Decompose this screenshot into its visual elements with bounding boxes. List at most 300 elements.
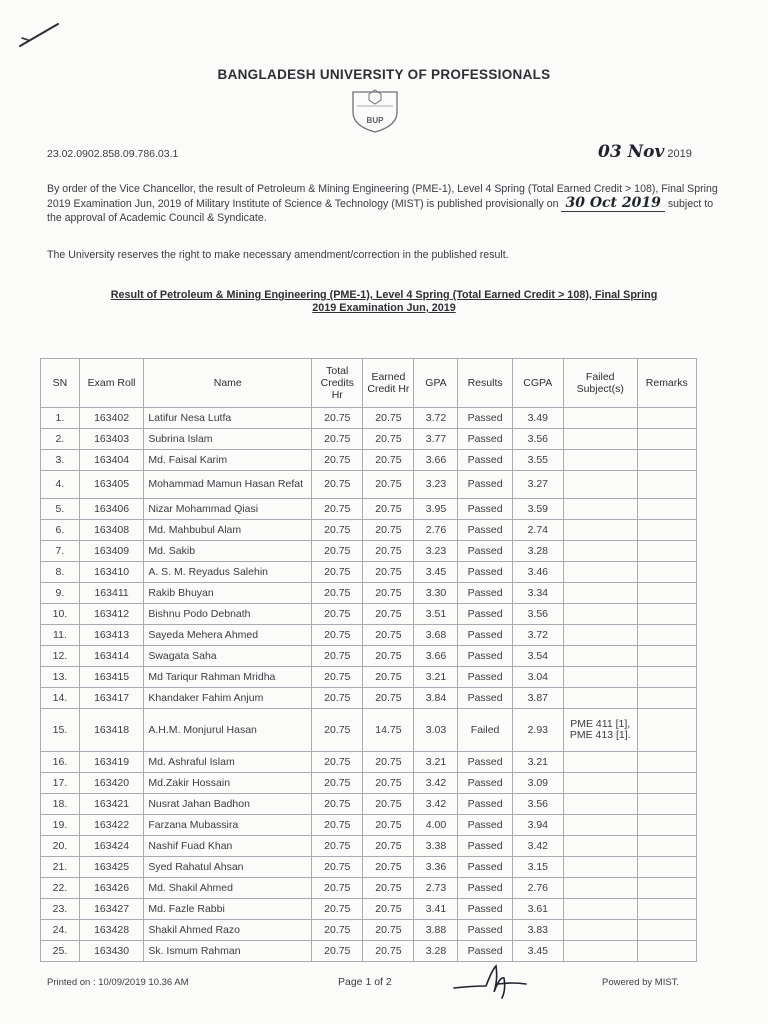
cell-earned-credit: 20.75 (363, 794, 414, 815)
cell-name: Nusrat Jahan Badhon (144, 794, 312, 815)
table-row (41, 688, 697, 709)
cell-failed-subjects (563, 857, 637, 878)
results-table-body (41, 408, 697, 962)
handwritten-publish-date: 30 Oct 2019 (561, 195, 664, 212)
header-cgpa: CGPA (512, 359, 563, 408)
cell-failed-subjects (563, 836, 637, 857)
cell-sn: 17. (41, 773, 80, 794)
cell-result: Passed (458, 562, 512, 583)
cell-result: Passed (458, 878, 512, 899)
cell-cgpa: 3.61 (512, 899, 563, 920)
cell-failed-subjects (563, 499, 637, 520)
cell-gpa: 3.03 (414, 709, 458, 752)
table-row (41, 752, 697, 773)
results-table (40, 358, 697, 962)
cell-result: Passed (458, 836, 512, 857)
cell-name: Md. Fazle Rabbi (144, 899, 312, 920)
cell-exam-roll: 163403 (79, 429, 143, 450)
table-row (41, 941, 697, 962)
cell-exam-roll: 163425 (79, 857, 143, 878)
cell-result: Passed (458, 471, 512, 499)
table-row (41, 471, 697, 499)
cell-cgpa: 3.42 (512, 836, 563, 857)
university-logo (345, 86, 405, 134)
cell-remarks (637, 709, 696, 752)
cell-exam-roll: 163419 (79, 752, 143, 773)
cell-cgpa: 3.56 (512, 429, 563, 450)
cell-exam-roll: 163411 (79, 583, 143, 604)
cell-total-credits: 20.75 (312, 941, 363, 962)
cell-failed-subjects (563, 646, 637, 667)
cell-cgpa: 3.45 (512, 941, 563, 962)
cell-cgpa: 3.72 (512, 625, 563, 646)
cell-name: Md. Shakil Ahmed (144, 878, 312, 899)
cell-earned-credit: 20.75 (363, 429, 414, 450)
cell-sn: 21. (41, 857, 80, 878)
cell-remarks (637, 752, 696, 773)
cell-failed-subjects (563, 471, 637, 499)
cell-sn: 23. (41, 899, 80, 920)
cell-remarks (637, 836, 696, 857)
cell-name: Nizar Mohammad Qiasi (144, 499, 312, 520)
cell-failed-subjects (563, 688, 637, 709)
result-heading-line2: 2019 Examination Jun, 2019 (312, 302, 456, 314)
cell-total-credits: 20.75 (312, 815, 363, 836)
cell-earned-credit: 20.75 (363, 520, 414, 541)
cell-name: Latifur Nesa Lutfa (144, 408, 312, 429)
reference-number: 23.02.0902.858.09.786.03.1 (47, 148, 179, 160)
cell-cgpa: 3.15 (512, 857, 563, 878)
header-sn: SN (41, 359, 80, 408)
table-row (41, 541, 697, 562)
cell-remarks (637, 429, 696, 450)
cell-total-credits: 20.75 (312, 583, 363, 604)
table-row (41, 920, 697, 941)
cell-failed-subjects (563, 920, 637, 941)
cell-name: Md.Zakir Hossain (144, 773, 312, 794)
cell-earned-credit: 20.75 (363, 541, 414, 562)
cell-remarks (637, 499, 696, 520)
cell-cgpa: 2.76 (512, 878, 563, 899)
cell-result: Passed (458, 429, 512, 450)
table-row (41, 625, 697, 646)
cell-remarks (637, 583, 696, 604)
cell-failed-subjects (563, 604, 637, 625)
cell-name: Khandaker Fahim Anjum (144, 688, 312, 709)
cell-gpa: 3.72 (414, 408, 458, 429)
cell-exam-roll: 163410 (79, 562, 143, 583)
cell-earned-credit: 20.75 (363, 471, 414, 499)
cell-exam-roll: 163418 (79, 709, 143, 752)
cell-failed-subjects (563, 941, 637, 962)
cell-name: A.H.M. Monjurul Hasan (144, 709, 312, 752)
cell-name: Nashif Fuad Khan (144, 836, 312, 857)
cell-remarks (637, 625, 696, 646)
cell-result: Passed (458, 899, 512, 920)
header-name: Name (144, 359, 312, 408)
cell-failed-subjects (563, 815, 637, 836)
cell-cgpa: 3.04 (512, 667, 563, 688)
cell-failed-subjects (563, 625, 637, 646)
cell-earned-credit: 20.75 (363, 836, 414, 857)
table-row (41, 604, 697, 625)
cell-total-credits: 20.75 (312, 773, 363, 794)
cell-gpa: 3.95 (414, 499, 458, 520)
cell-total-credits: 20.75 (312, 499, 363, 520)
cell-gpa: 3.68 (414, 625, 458, 646)
cell-sn: 2. (41, 429, 80, 450)
cell-exam-roll: 163409 (79, 541, 143, 562)
cell-remarks (637, 562, 696, 583)
table-row (41, 408, 697, 429)
cell-name: Md. Faisal Karim (144, 450, 312, 471)
cell-total-credits: 20.75 (312, 625, 363, 646)
cell-sn: 18. (41, 794, 80, 815)
cell-total-credits: 20.75 (312, 562, 363, 583)
cell-sn: 25. (41, 941, 80, 962)
cell-result: Passed (458, 667, 512, 688)
publication-notice (47, 182, 727, 225)
cell-earned-credit: 20.75 (363, 562, 414, 583)
cell-sn: 11. (41, 625, 80, 646)
cell-sn: 8. (41, 562, 80, 583)
cell-cgpa: 3.28 (512, 541, 563, 562)
cell-earned-credit: 20.75 (363, 878, 414, 899)
cell-cgpa: 2.74 (512, 520, 563, 541)
cell-total-credits: 20.75 (312, 688, 363, 709)
cell-failed-subjects (563, 562, 637, 583)
cell-result: Passed (458, 941, 512, 962)
cell-sn: 20. (41, 836, 80, 857)
table-row (41, 815, 697, 836)
issue-date (598, 142, 692, 162)
cell-exam-roll: 163427 (79, 899, 143, 920)
cell-sn: 9. (41, 583, 80, 604)
cell-total-credits: 20.75 (312, 752, 363, 773)
cell-sn: 12. (41, 646, 80, 667)
powered-by: Powered by MIST. (602, 977, 680, 988)
cell-cgpa: 3.59 (512, 499, 563, 520)
cell-remarks (637, 773, 696, 794)
cell-remarks (637, 794, 696, 815)
cell-failed-subjects (563, 878, 637, 899)
handwritten-issue-date: 03 Nov (598, 142, 665, 162)
cell-cgpa: 3.55 (512, 450, 563, 471)
cell-failed-subjects (563, 583, 637, 604)
cell-failed-subjects (563, 773, 637, 794)
cell-failed-subjects (563, 541, 637, 562)
cell-exam-roll: 163428 (79, 920, 143, 941)
cell-earned-credit: 14.75 (363, 709, 414, 752)
cell-remarks (637, 857, 696, 878)
cell-gpa: 3.77 (414, 429, 458, 450)
cell-gpa: 3.66 (414, 450, 458, 471)
cell-earned-credit: 20.75 (363, 857, 414, 878)
cell-total-credits: 20.75 (312, 920, 363, 941)
table-header-row (41, 359, 697, 408)
cell-remarks (637, 450, 696, 471)
table-row (41, 646, 697, 667)
cell-exam-roll: 163420 (79, 773, 143, 794)
cell-remarks (637, 815, 696, 836)
cell-total-credits: 20.75 (312, 541, 363, 562)
header-exam-roll: Exam Roll (79, 359, 143, 408)
cell-gpa: 3.28 (414, 941, 458, 962)
cell-gpa: 3.23 (414, 541, 458, 562)
cell-sn: 16. (41, 752, 80, 773)
cell-failed-subjects (563, 899, 637, 920)
cell-cgpa: 3.46 (512, 562, 563, 583)
cell-total-credits: 20.75 (312, 471, 363, 499)
cell-name: Sayeda Mehera Ahmed (144, 625, 312, 646)
cell-result: Passed (458, 583, 512, 604)
table-row (41, 709, 697, 752)
cell-exam-roll: 163405 (79, 471, 143, 499)
cell-sn: 22. (41, 878, 80, 899)
table-row (41, 667, 697, 688)
cell-name: A. S. M. Reyadus Salehin (144, 562, 312, 583)
cell-gpa: 3.38 (414, 836, 458, 857)
cell-earned-credit: 20.75 (363, 688, 414, 709)
amendment-notice: The University reserves the right to make necessary amendment/correction in the published result. (47, 249, 509, 261)
cell-remarks (637, 667, 696, 688)
cell-result: Passed (458, 920, 512, 941)
issue-year: 2019 (667, 148, 692, 160)
cell-remarks (637, 604, 696, 625)
cell-gpa: 4.00 (414, 815, 458, 836)
cell-result: Passed (458, 625, 512, 646)
cell-result: Passed (458, 450, 512, 471)
pen-stroke-mark (18, 18, 66, 50)
cell-cgpa: 3.34 (512, 583, 563, 604)
cell-result: Passed (458, 688, 512, 709)
cell-total-credits: 20.75 (312, 899, 363, 920)
cell-name: Sk. Ismum Rahman (144, 941, 312, 962)
cell-name: Swagata Saha (144, 646, 312, 667)
cell-result: Passed (458, 794, 512, 815)
table-row (41, 836, 697, 857)
cell-total-credits: 20.75 (312, 604, 363, 625)
header-failed-subjects: Failed Subject(s) (563, 359, 637, 408)
cell-name: Mohammad Mamun Hasan Refat (144, 471, 312, 499)
cell-gpa: 3.23 (414, 471, 458, 499)
notice-text-start: By order of the Vice Chancellor, the result of Petroleum & Mining Engineering (PME-1), Level 4 Spring (Total Earned Credit > 108), Final Spring 2019 Examination Jun, 2019 of Military Institute of Science & Technology (MIST) is published provisionally on (47, 183, 718, 210)
cell-exam-roll: 163408 (79, 520, 143, 541)
table-row (41, 429, 697, 450)
header-remarks: Remarks (637, 359, 696, 408)
cell-remarks (637, 408, 696, 429)
cell-sn: 6. (41, 520, 80, 541)
cell-remarks (637, 878, 696, 899)
cell-failed-subjects (563, 667, 637, 688)
cell-failed-subjects (563, 408, 637, 429)
cell-name: Md. Mahbubul Alam (144, 520, 312, 541)
cell-failed-subjects (563, 520, 637, 541)
cell-total-credits: 20.75 (312, 429, 363, 450)
cell-cgpa: 3.56 (512, 794, 563, 815)
cell-earned-credit: 20.75 (363, 499, 414, 520)
cell-remarks (637, 471, 696, 499)
table-row (41, 499, 697, 520)
cell-earned-credit: 20.75 (363, 450, 414, 471)
header-earned-credit: Earned Credit Hr (363, 359, 414, 408)
cell-exam-roll: 163413 (79, 625, 143, 646)
table-row (41, 562, 697, 583)
cell-earned-credit: 20.75 (363, 752, 414, 773)
cell-exam-roll: 163412 (79, 604, 143, 625)
cell-exam-roll: 163426 (79, 878, 143, 899)
cell-sn: 13. (41, 667, 80, 688)
cell-name: Rakib Bhuyan (144, 583, 312, 604)
cell-gpa: 2.73 (414, 878, 458, 899)
table-row (41, 773, 697, 794)
cell-earned-credit: 20.75 (363, 815, 414, 836)
cell-earned-credit: 20.75 (363, 625, 414, 646)
result-heading (40, 289, 728, 315)
cell-total-credits: 20.75 (312, 794, 363, 815)
cell-remarks (637, 688, 696, 709)
cell-failed-subjects: PME 411 [1], PME 413 [1]. (563, 709, 637, 752)
cell-remarks (637, 920, 696, 941)
table-row (41, 857, 697, 878)
cell-total-credits: 20.75 (312, 646, 363, 667)
cell-gpa: 3.21 (414, 667, 458, 688)
cell-gpa: 3.42 (414, 773, 458, 794)
cell-failed-subjects (563, 429, 637, 450)
cell-name: Shakil Ahmed Razo (144, 920, 312, 941)
cell-gpa: 3.66 (414, 646, 458, 667)
cell-gpa: 3.36 (414, 857, 458, 878)
cell-gpa: 2.76 (414, 520, 458, 541)
cell-exam-roll: 163415 (79, 667, 143, 688)
cell-cgpa: 3.49 (512, 408, 563, 429)
cell-failed-subjects (563, 450, 637, 471)
cell-earned-credit: 20.75 (363, 646, 414, 667)
cell-cgpa: 3.83 (512, 920, 563, 941)
cell-total-credits: 20.75 (312, 450, 363, 471)
cell-exam-roll: 163417 (79, 688, 143, 709)
cell-total-credits: 20.75 (312, 836, 363, 857)
cell-remarks (637, 520, 696, 541)
cell-gpa: 3.45 (414, 562, 458, 583)
cell-result: Passed (458, 604, 512, 625)
cell-earned-credit: 20.75 (363, 408, 414, 429)
cell-cgpa: 3.56 (512, 604, 563, 625)
cell-name: Md. Ashraful Islam (144, 752, 312, 773)
cell-total-credits: 20.75 (312, 709, 363, 752)
cell-cgpa: 3.09 (512, 773, 563, 794)
cell-sn: 10. (41, 604, 80, 625)
cell-gpa: 3.21 (414, 752, 458, 773)
cell-cgpa: 3.87 (512, 688, 563, 709)
cell-exam-roll: 163424 (79, 836, 143, 857)
cell-sn: 4. (41, 471, 80, 499)
cell-earned-credit: 20.75 (363, 604, 414, 625)
cell-exam-roll: 163422 (79, 815, 143, 836)
cell-result: Passed (458, 499, 512, 520)
cell-remarks (637, 941, 696, 962)
cell-sn: 7. (41, 541, 80, 562)
cell-name: Bishnu Podo Debnath (144, 604, 312, 625)
cell-total-credits: 20.75 (312, 878, 363, 899)
cell-exam-roll: 163404 (79, 450, 143, 471)
cell-cgpa: 2.93 (512, 709, 563, 752)
cell-earned-credit: 20.75 (363, 920, 414, 941)
cell-result: Passed (458, 857, 512, 878)
cell-name: Farzana Mubassira (144, 815, 312, 836)
table-row (41, 794, 697, 815)
table-row (41, 878, 697, 899)
cell-total-credits: 20.75 (312, 667, 363, 688)
cell-failed-subjects (563, 794, 637, 815)
cell-name: Subrina Islam (144, 429, 312, 450)
table-row (41, 450, 697, 471)
cell-total-credits: 20.75 (312, 520, 363, 541)
header-total-credits: Total Credits Hr (312, 359, 363, 408)
header-gpa: GPA (414, 359, 458, 408)
cell-total-credits: 20.75 (312, 408, 363, 429)
cell-sn: 19. (41, 815, 80, 836)
cell-total-credits: 20.75 (312, 857, 363, 878)
cell-exam-roll: 163414 (79, 646, 143, 667)
cell-gpa: 3.51 (414, 604, 458, 625)
cell-exam-roll: 163430 (79, 941, 143, 962)
cell-gpa: 3.30 (414, 583, 458, 604)
cell-result: Passed (458, 541, 512, 562)
cell-earned-credit: 20.75 (363, 667, 414, 688)
cell-gpa: 3.88 (414, 920, 458, 941)
cell-result: Failed (458, 709, 512, 752)
cell-sn: 1. (41, 408, 80, 429)
result-heading-line1: Result of Petroleum & Mining Engineering (PME-1), Level 4 Spring (Total Earned Credit > 108), Final Spring (110, 289, 658, 301)
cell-name: Syed Rahatul Ahsan (144, 857, 312, 878)
cell-name: Md Tariqur Rahman Mridha (144, 667, 312, 688)
university-title: BANGLADESH UNIVERSITY OF PROFESSIONALS (217, 67, 551, 82)
cell-sn: 24. (41, 920, 80, 941)
cell-earned-credit: 20.75 (363, 773, 414, 794)
cell-remarks (637, 899, 696, 920)
cell-cgpa: 3.27 (512, 471, 563, 499)
notice-text-end: subject to the approval of Academic Council & Syndicate. (47, 198, 714, 224)
cell-earned-credit: 20.75 (363, 583, 414, 604)
cell-failed-subjects (563, 752, 637, 773)
table-row (41, 899, 697, 920)
table-row (41, 583, 697, 604)
cell-earned-credit: 20.75 (363, 899, 414, 920)
cell-cgpa: 3.94 (512, 815, 563, 836)
cell-gpa: 3.42 (414, 794, 458, 815)
cell-result: Passed (458, 646, 512, 667)
handwritten-signature (452, 962, 528, 1002)
cell-exam-roll: 163402 (79, 408, 143, 429)
page-number: Page 1 of 2 (338, 976, 392, 988)
cell-remarks (637, 541, 696, 562)
cell-result: Passed (458, 815, 512, 836)
cell-sn: 15. (41, 709, 80, 752)
cell-name: Md. Sakib (144, 541, 312, 562)
cell-sn: 14. (41, 688, 80, 709)
cell-result: Passed (458, 773, 512, 794)
cell-result: Passed (458, 752, 512, 773)
cell-gpa: 3.84 (414, 688, 458, 709)
cell-result: Passed (458, 520, 512, 541)
cell-result: Passed (458, 408, 512, 429)
cell-sn: 5. (41, 499, 80, 520)
cell-exam-roll: 163421 (79, 794, 143, 815)
printed-on: Printed on : 10/09/2019 10.36 AM (47, 977, 189, 988)
cell-sn: 3. (41, 450, 80, 471)
cell-exam-roll: 163406 (79, 499, 143, 520)
